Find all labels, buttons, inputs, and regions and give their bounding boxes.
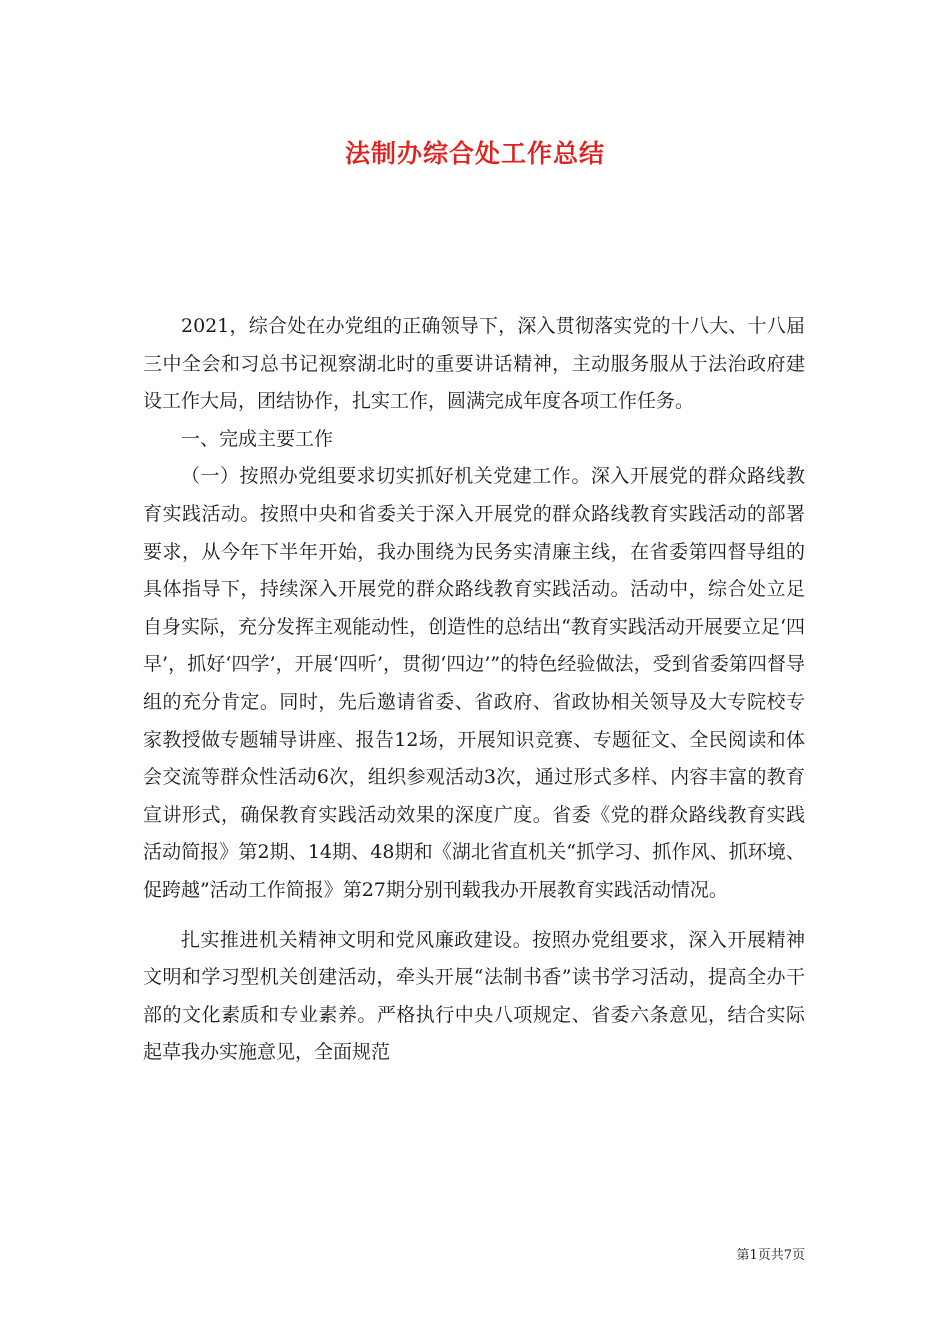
page-number: 第1页共7页 — [736, 1248, 805, 1263]
document-title: 法制办综合处工作总结 — [344, 139, 605, 168]
document-body — [143, 308, 805, 1072]
section-heading-main-work: 一、完成主要工作 — [181, 427, 334, 450]
paragraph-party-building: （一）按照办党组要求切实抓好机关党建工作。深入开展党的群众路线教育实践活动。按照中央和省委关于深入开展党的群众路线教育实践活动的部署要求，从今年下半年开始，我办围绕为民务实清廉主线，在省委第四督导组的具体指导下，持续深入开展党的群众路线教育实践活动。活动中，综合处立足自身实际，充分发挥主观能动性，创造性的总结出“教育实践活动开展要立足‘四早’，抓好‘四学’，开展‘四听’，贯彻‘四边’”的特色经验做法，受到省委第四督导组的充分肯定。同时，先后邀请省委、省政府、省政协相关领导及大专院校专家教授做专题辅导讲座、报告12场，开展知识竞赛、专题征文、全民阅读和体会交流等群众性活动6次，组织参观活动3次，通过形式多样、内容丰富的教育宣讲形式，确保教育实践活动效果的深度广度。省委《党的群众路线教育实践活动简报》第2期、14期、48期和《湖北省直机关“抓学习、抓作风、抓环境、促跨越”活动工作简报》第27期分别刊载我办开展教育实践活动情况。 — [143, 465, 805, 901]
paragraph-intro: 2021，综合处在办党组的正确领导下，深入贯彻落实党的十八大、十八届三中全会和习总书记视察湖北时的重要讲话精神，主动服务服从于法治政府建设工作大局，团结协作，扎实工作，圆满完成年度各项工作任务。 — [143, 315, 805, 413]
paragraph-civilization: 扎实推进机关精神文明和党风廉政建设。按照办党组要求，深入开展精神文明和学习型机关创建活动，牵头开展“法制书香”读书学习活动，提高全办干部的文化素质和专业素养。严格执行中央八项规定、省委六条意见，结合实际起草我办实施意见，全面规范 — [143, 928, 805, 1064]
